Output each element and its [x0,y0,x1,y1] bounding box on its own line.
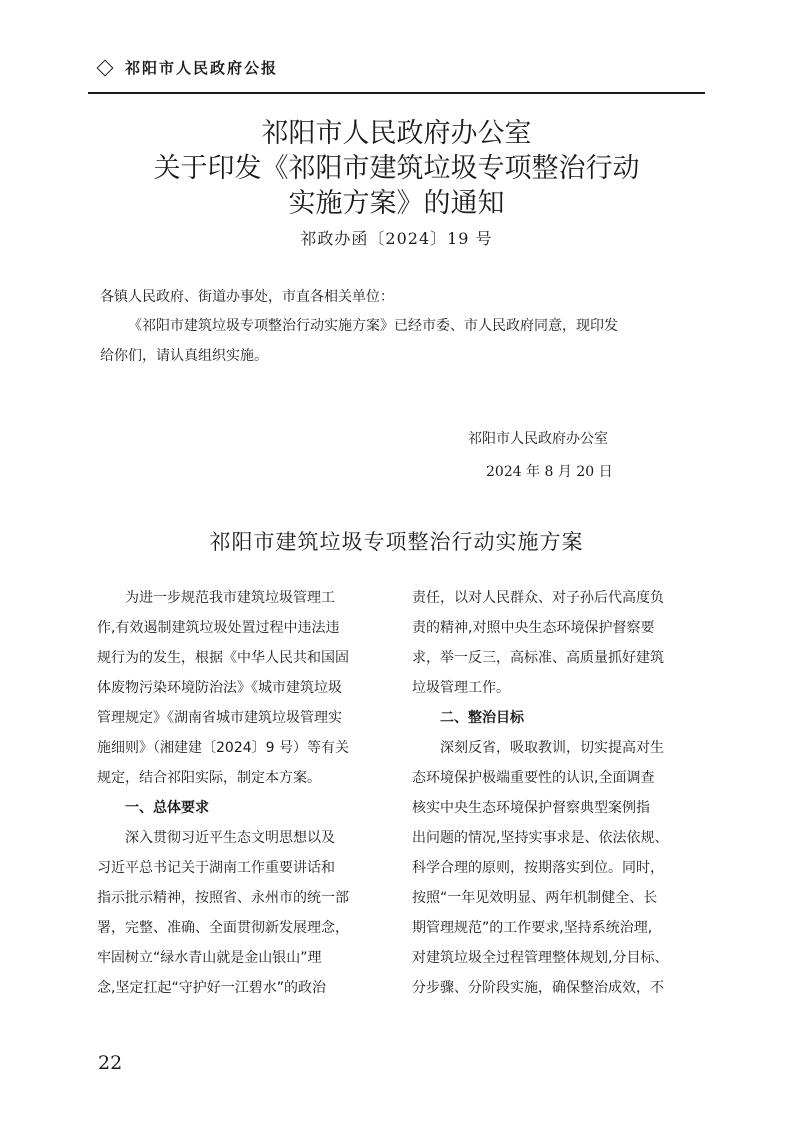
paragraph-line: 分步骤、分阶段实施，确保整治成效，不 [412,980,664,996]
paragraph-line: 体废物污染环境防治法》《城市建筑垃圾 [97,680,342,696]
section-heading: 二、整治目标 [440,710,524,726]
signature-organization: 祁阳市人民政府办公室 [468,431,608,447]
notice-body-line: 给你们，请认真组织实施。 [100,348,268,364]
paragraph-line: 垃圾管理工作。 [412,680,510,696]
publication-header [97,56,697,84]
paragraph-line: 科学合理的原则，按期落实到位。同时， [412,860,664,876]
notice-title-line: 实施方案》的通知 [288,188,505,219]
paragraph-line: 按照“一年见效明显、两年机制健全、长 [412,890,658,906]
notice-title [0,116,793,221]
section-heading: 一、总体要求 [125,800,209,816]
paragraph-line: 牢固树立“绿水青山就是金山银山”理 [97,950,322,966]
signature-date: 2024 年 8 月 20 日 [486,464,613,480]
plan-title: 祁阳市建筑垃圾专项整治行动实施方案 [209,530,584,554]
addressee: 各镇人民政府、街道办事处，市直各相关单位： [100,289,394,305]
paragraph-line: 出问题的情况,坚持实事求是、依法依规、 [412,830,669,846]
paragraph-line: 态环境保护极端重要性的认识,全面调查 [412,770,655,786]
notice-body-line: 《祁阳市建筑垃圾专项整治行动实施方案》已经市委、市人民政府同意，现印发 [128,318,618,334]
header-divider [88,92,705,94]
paragraph-line: 核实中央生态环境保护督察典型案例指 [412,800,650,816]
paragraph-line: 念,坚定扛起“守护好一江碧水”的政治 [97,980,326,996]
notice-title-line: 祁阳市人民政府办公室 [261,118,532,149]
right-column [412,583,702,1003]
paragraph-line: 求，举一反三，高标准、高质量抓好建筑 [412,650,664,666]
notice-body [100,311,700,371]
paragraph-line: 署，完整、准确、全面贯彻新发展理念， [97,920,349,936]
paragraph-line: 为进一步规范我市建筑垃圾管理工 [125,590,335,606]
paragraph-line: 施细则》（湘建建〔2024〕9 号）等有关 [97,740,349,756]
paragraph-line: 对建筑垃圾全过程管理整体规划,分目标、 [412,950,669,966]
paragraph-line: 习近平总书记关于湖南工作重要讲话和 [97,860,335,876]
diamond-icon [97,60,114,77]
paragraph-line: 指示批示精神，按照省、永州市的统一部 [97,890,349,906]
paragraph-line: 作,有效遏制建筑垃圾处置过程中违法违 [97,620,340,636]
paragraph-line: 规定，结合祁阳实际，制定本方案。 [97,770,321,786]
left-column [97,583,387,1003]
publication-name: 祁阳市人民政府公报 [125,59,279,77]
paragraph-line: 规行为的发生，根据《中华人民共和国固 [97,650,349,666]
page-number: 22 [98,1052,123,1074]
notice-title-line: 关于印发《祁阳市建筑垃圾专项整治行动 [153,153,640,184]
paragraph-line: 深刻反省，吸取教训，切实提高对生 [440,740,664,756]
paragraph-line: 深入贯彻习近平生态文明思想以及 [125,830,335,846]
paragraph-line: 责的精神,对照中央生态环境保护督察要 [412,620,655,636]
paragraph-line: 责任，以对人民群众、对子孙后代高度负 [412,590,664,606]
paragraph-line: 期管理规范”的工作要求,坚持系统治理, [412,920,653,936]
paragraph-line: 管理规定》《湖南省城市建筑垃圾管理实 [97,710,342,726]
document-number: 祁政办函〔2024〕19 号 [300,229,493,248]
